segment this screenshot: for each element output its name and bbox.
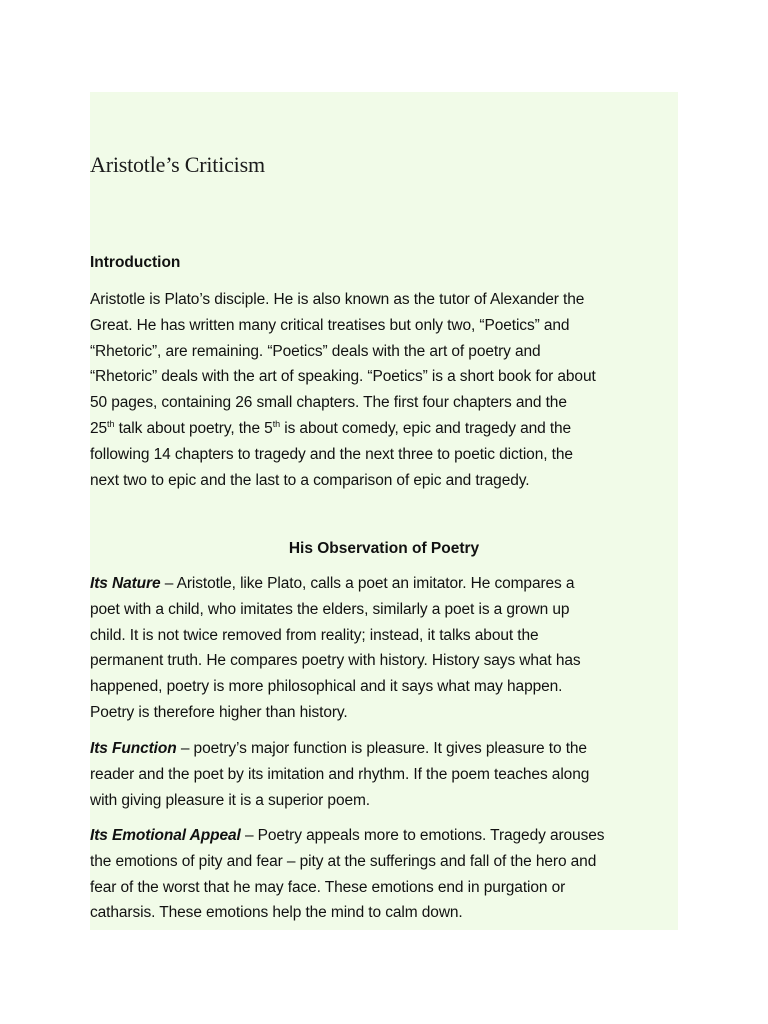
emotional-line-1 xyxy=(90,823,682,849)
nature-line-2: poet with a child, who imitates the elders, similarly a poet is a grown up xyxy=(90,600,570,618)
nature-line-6: Poetry is therefore higher than history. xyxy=(90,703,348,721)
introduction-heading: Introduction xyxy=(90,254,181,271)
function-line-2: reader and the poet by its imitation and rhythm. If the poem teaches along xyxy=(90,765,590,783)
function-line-3: with giving pleasure it is a superior poem. xyxy=(90,791,371,809)
intro-line-8: next two to epic and the last to a comparison of epic and tragedy. xyxy=(90,471,530,489)
emotional-line-1-text: – Poetry appeals more to emotions. Tragedy arouses xyxy=(240,827,605,844)
function-label: Its Function xyxy=(90,740,177,757)
intro-line-1: Aristotle is Plato’s disciple. He is also known as the tutor of Alexander the xyxy=(90,291,585,308)
nature-line-1-text: – Aristotle, like Plato, calls a poet an imitator. He compares a xyxy=(160,575,575,592)
emotional-line-3: fear of the worst that he may face. These emotions end in purgation or xyxy=(90,878,566,896)
intro-line-7: following 14 chapters to tragedy and the next three to poetic diction, the xyxy=(90,445,573,463)
intro-line-4: “Rhetoric” deals with the art of speaking. “Poetics” is a short book for about xyxy=(90,368,596,386)
function-line-1 xyxy=(90,736,682,762)
observation-heading: His Observation of Poetry xyxy=(288,540,480,557)
function-line-1-text: – poetry’s major function is pleasure. It gives pleasure to the xyxy=(176,740,587,757)
document-title: Aristotle’s Criticism xyxy=(90,152,265,177)
nature-paragraph xyxy=(90,571,682,726)
emotional-line-4: catharsis. These emotions help the mind to calm down. xyxy=(90,904,463,922)
emotional-line-2: the emotions of pity and fear – pity at the sufferings and fall of the hero and xyxy=(90,852,597,870)
intro-line-2: Great. He has written many critical treatises but only two, “Poetics” and xyxy=(90,316,570,334)
ordinal-suffix-5th: th xyxy=(272,418,281,429)
intro-line-6-part-a: 25 xyxy=(90,419,108,437)
function-paragraph xyxy=(90,736,682,813)
intro-line-6 xyxy=(90,416,682,442)
nature-line-1 xyxy=(90,571,682,597)
nature-line-5: happened, poetry is more philosophical and it says what may happen. xyxy=(90,678,563,696)
nature-line-3: child. It is not twice removed from reality; instead, it talks about the xyxy=(90,626,539,644)
nature-label: Its Nature xyxy=(90,575,161,592)
intro-line-5: 50 pages, containing 26 small chapters. The first four chapters and the xyxy=(90,394,567,412)
intro-line-6-part-b: talk about poetry, the 5 xyxy=(114,419,273,437)
intro-line-3: “Rhetoric”, are remaining. “Poetics” deals with the art of poetry and xyxy=(90,342,541,360)
emotional-appeal-paragraph xyxy=(90,823,682,926)
ordinal-suffix-25th: th xyxy=(107,418,115,429)
nature-line-4: permanent truth. He compares poetry with history. History says what has xyxy=(90,652,581,670)
introduction-paragraph xyxy=(90,287,682,493)
emotional-appeal-label: Its Emotional Appeal xyxy=(90,827,241,844)
intro-line-6-part-c: is about comedy, epic and tragedy and the xyxy=(280,419,572,437)
